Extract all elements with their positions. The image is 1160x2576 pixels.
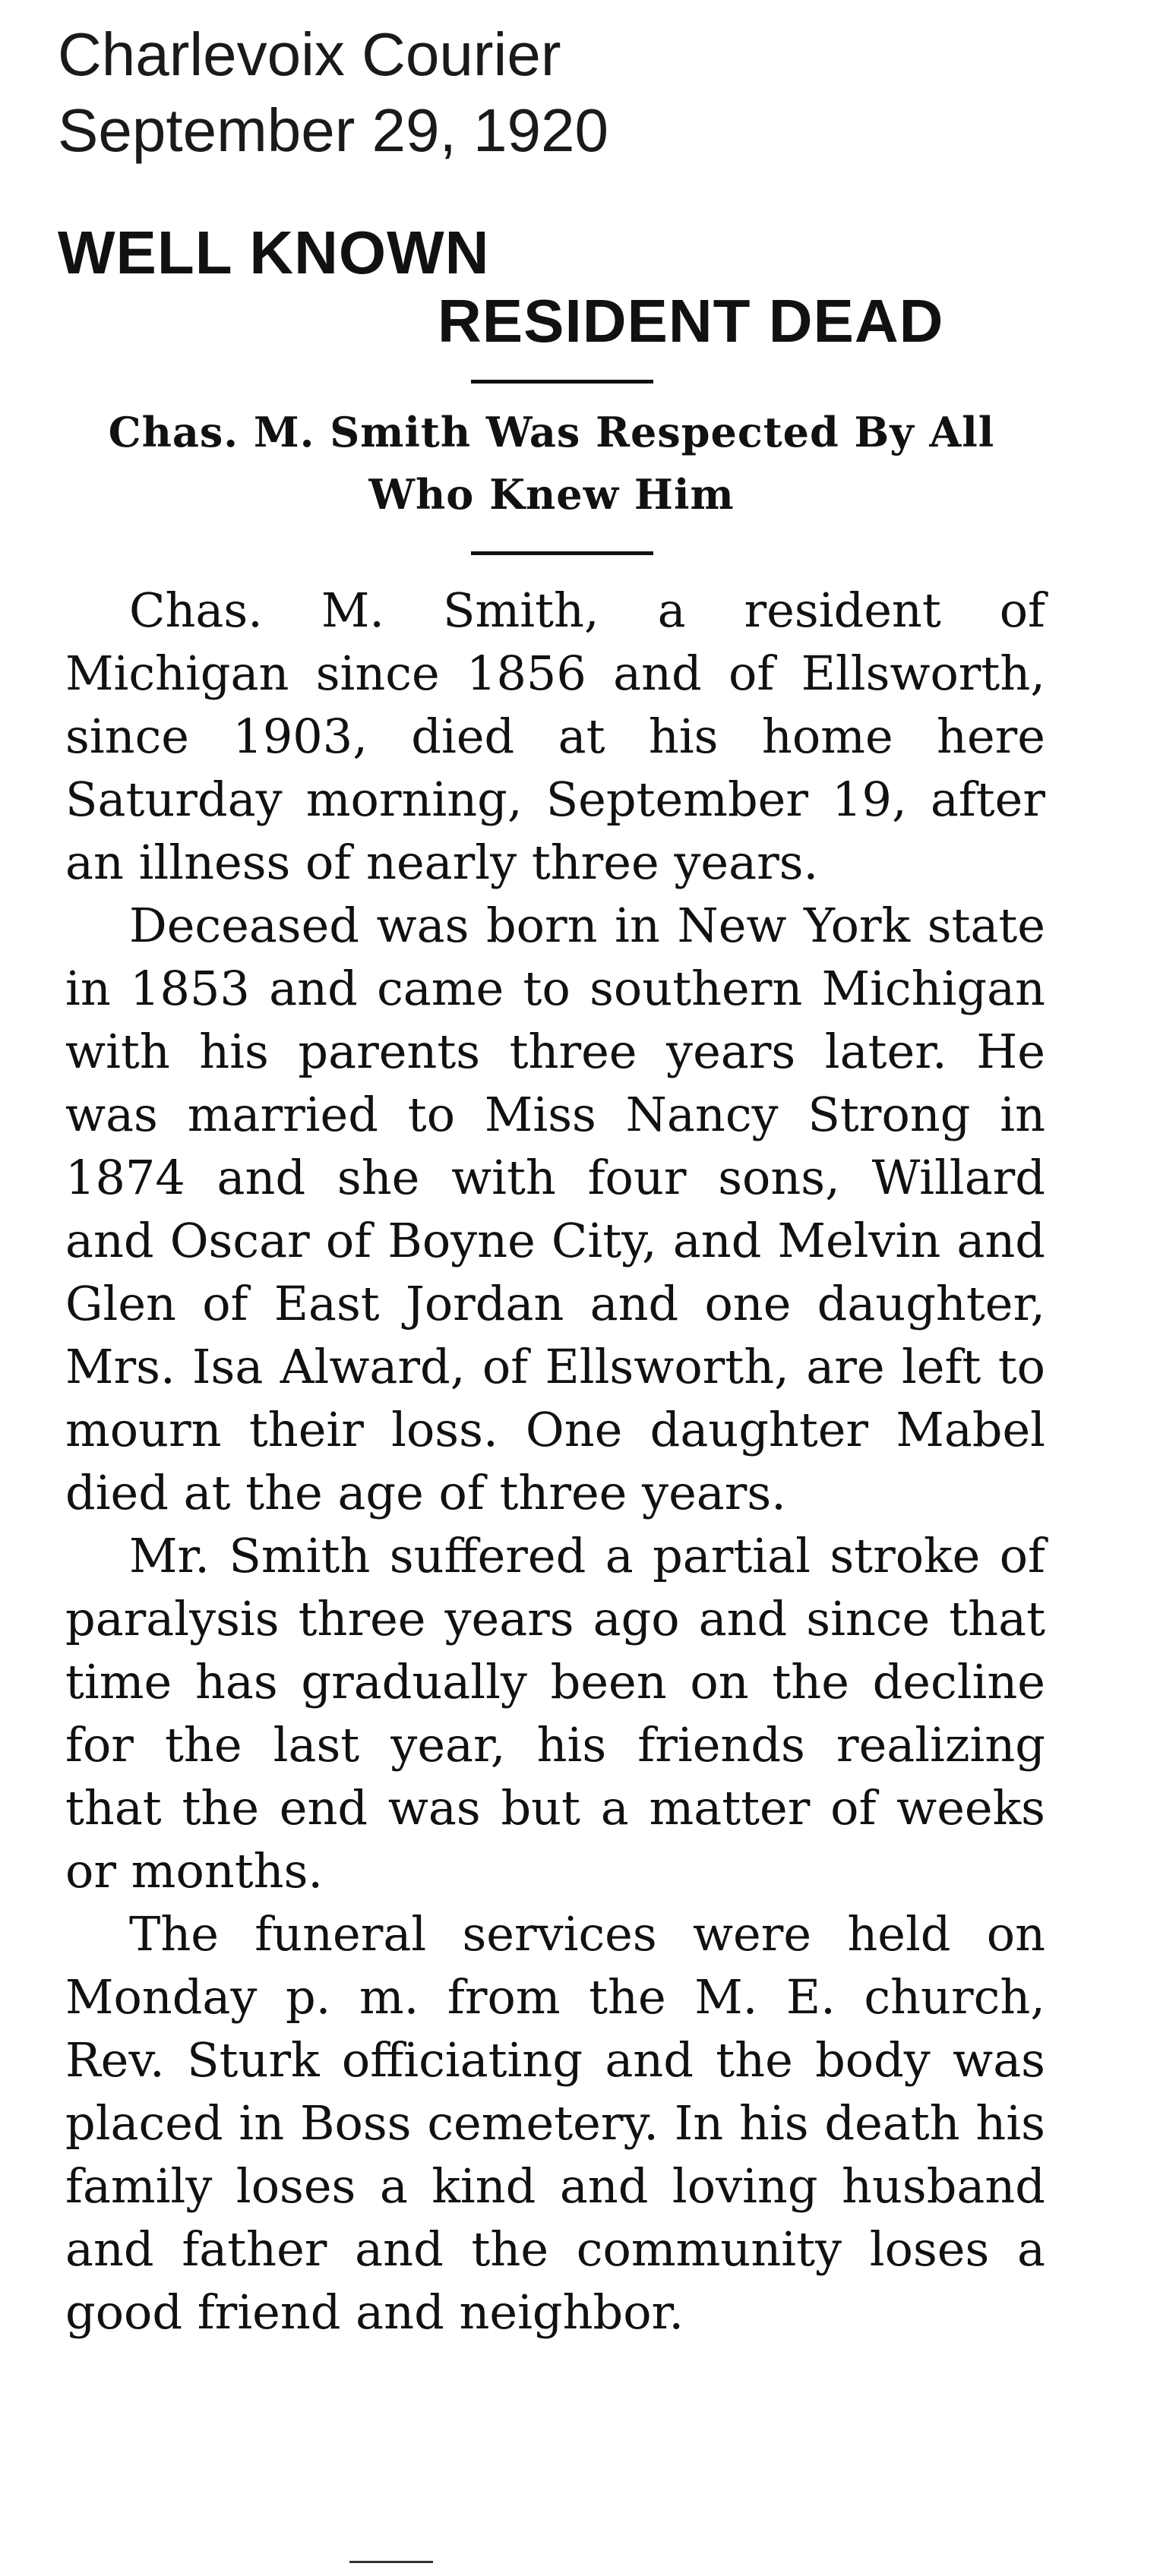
article-headline (58, 219, 1045, 355)
article-paragraph-4: The funeral services were held on Monday p. m. from the M. E. church, Rev. Sturk officiating and the body was placed in Boss cemetery. In his death his family loses a kind and loving husband and father and the community loses a good friend and neighbor. (65, 1906, 1045, 2340)
divider-rule-top (471, 380, 653, 384)
clipping-edge-mark (349, 2561, 433, 2563)
article-subhead: Chas. M. Smith Was Respected By All Who Knew Him (108, 408, 995, 519)
headline-line-1: WELL KNOWN (58, 219, 490, 286)
divider-rule-bottom (471, 551, 653, 555)
article-paragraph-1: Chas. M. Smith, a resident of Michigan since 1856 and of Ellsworth, since 1903, died at his home here Saturday morning, September 19, after an illness of nearly three years. (65, 582, 1045, 890)
publication-date: September 29, 1920 (58, 96, 608, 164)
source-label (58, 17, 608, 169)
headline-line-2: RESIDENT DEAD (438, 287, 944, 355)
article-body (65, 579, 1045, 2344)
article-paragraph-2: Deceased was born in New York state in 1853 and came to southern Michigan with his parents three years later. He was married to Miss Nancy Strong in 1874 and she with four sons, Willard and Oscar of Boyne City, and Melvin and Glen of East Jordan and one daughter, Mrs. Isa Alward, of Ellsworth, are left to mourn their loss. One daughter Mabel died at the age of three years. (65, 898, 1045, 1520)
publication-name: Charlevoix Courier (58, 21, 561, 88)
article-paragraph-3: Mr. Smith suffered a partial stroke of paralysis three years ago and since that time has gradually been on the decline for the last year, his friends realizing that the end was but a matter of weeks or months. (65, 1528, 1045, 1899)
